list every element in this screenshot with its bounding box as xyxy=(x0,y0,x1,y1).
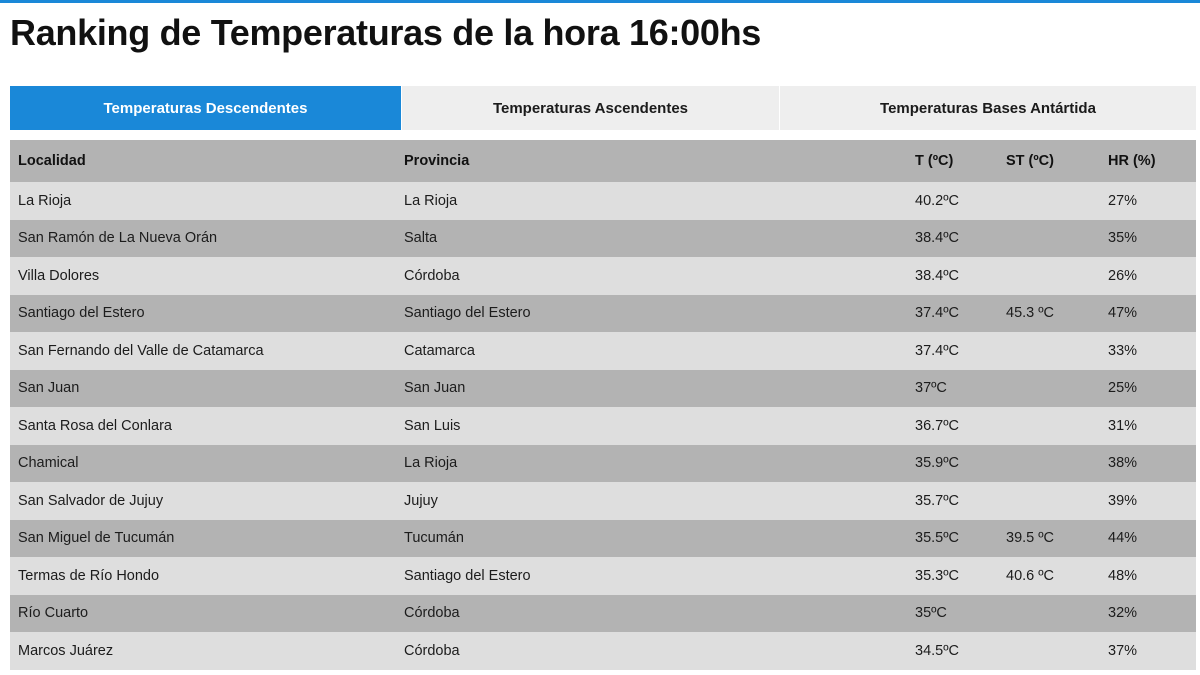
cell-provincia: Córdoba xyxy=(404,605,460,622)
table-row xyxy=(10,557,1196,595)
cell-temperatura: 38.4ºC xyxy=(915,230,959,247)
cell-humedad: 31% xyxy=(1108,417,1138,434)
cell-sensacion-termica: 45.3 ºC xyxy=(1006,305,1055,322)
header-localidad: Localidad xyxy=(18,153,86,169)
header-sensacion-termica: ST (ºC) xyxy=(1006,153,1054,169)
cell-temperatura: 35.7ºC xyxy=(915,492,959,509)
cell-sensacion-termica: 40.6 ºC xyxy=(1006,567,1055,584)
cell-localidad: Chamical xyxy=(18,455,79,472)
cell-provincia: Córdoba xyxy=(404,642,460,659)
cell-humedad: 37% xyxy=(1108,642,1138,659)
temperature-table xyxy=(10,140,1196,670)
cell-temperatura: 37ºC xyxy=(915,380,947,397)
cell-temperatura: 35.9ºC xyxy=(915,455,959,472)
cell-temperatura: 36.7ºC xyxy=(915,417,959,434)
cell-provincia: Córdoba xyxy=(404,267,460,284)
cell-localidad: Termas de Río Hondo xyxy=(18,567,160,584)
cell-localidad: San Salvador de Jujuy xyxy=(18,492,164,509)
table-row xyxy=(10,257,1196,295)
table-body xyxy=(10,182,1196,670)
table-row xyxy=(10,295,1196,333)
cell-humedad: 25% xyxy=(1108,380,1138,397)
table-row xyxy=(10,445,1196,483)
table-row xyxy=(10,370,1196,408)
cell-humedad: 38% xyxy=(1108,455,1138,472)
table-row xyxy=(10,632,1196,670)
cell-temperatura: 37.4ºC xyxy=(915,305,959,322)
page-title: Ranking de Temperaturas de la hora 16:00hs xyxy=(10,12,761,53)
cell-localidad: La Rioja xyxy=(18,192,72,209)
table-row xyxy=(10,332,1196,370)
table-row xyxy=(10,182,1196,220)
cell-localidad: Villa Dolores xyxy=(18,267,100,284)
cell-provincia: Tucumán xyxy=(404,530,464,547)
header-provincia: Provincia xyxy=(404,153,470,169)
cell-localidad: Santa Rosa del Conlara xyxy=(18,417,172,434)
cell-temperatura: 37.4ºC xyxy=(915,342,959,359)
tab-temperaturas-descendentes[interactable]: Temperaturas Descendentes xyxy=(10,86,401,130)
table-header-row xyxy=(10,140,1196,182)
cell-humedad: 27% xyxy=(1108,192,1138,209)
cell-provincia: Salta xyxy=(404,230,438,247)
cell-humedad: 32% xyxy=(1108,605,1138,622)
table-row xyxy=(10,482,1196,520)
cell-localidad: San Miguel de Tucumán xyxy=(18,530,175,547)
cell-provincia: San Luis xyxy=(404,417,461,434)
cell-localidad: Santiago del Estero xyxy=(18,305,145,322)
header-temperatura: T (ºC) xyxy=(915,153,954,169)
cell-provincia: Santiago del Estero xyxy=(404,305,531,322)
header-humedad: HR (%) xyxy=(1108,153,1156,169)
cell-temperatura: 35.5ºC xyxy=(915,530,959,547)
cell-provincia: La Rioja xyxy=(404,192,458,209)
cell-humedad: 33% xyxy=(1108,342,1138,359)
cell-humedad: 48% xyxy=(1108,567,1138,584)
cell-localidad: Marcos Juárez xyxy=(18,642,114,659)
cell-provincia: Santiago del Estero xyxy=(404,567,531,584)
table-row xyxy=(10,220,1196,258)
tab-temperaturas-bases-antartida[interactable]: Temperaturas Bases Antártida xyxy=(780,86,1196,130)
cell-humedad: 35% xyxy=(1108,230,1138,247)
cell-localidad: Río Cuarto xyxy=(18,605,89,622)
cell-localidad: San Ramón de La Nueva Orán xyxy=(18,230,218,247)
cell-provincia: Jujuy xyxy=(404,492,438,509)
cell-humedad: 39% xyxy=(1108,492,1138,509)
cell-temperatura: 38.4ºC xyxy=(915,267,959,284)
cell-temperatura: 40.2ºC xyxy=(915,192,959,209)
table-row xyxy=(10,520,1196,558)
cell-temperatura: 34.5ºC xyxy=(915,642,959,659)
table-row xyxy=(10,407,1196,445)
cell-provincia: San Juan xyxy=(404,380,466,397)
cell-provincia: Catamarca xyxy=(404,342,475,359)
cell-humedad: 47% xyxy=(1108,305,1138,322)
cell-temperatura: 35ºC xyxy=(915,605,947,622)
cell-humedad: 44% xyxy=(1108,530,1138,547)
cell-sensacion-termica: 39.5 ºC xyxy=(1006,530,1055,547)
tab-temperaturas-ascendentes[interactable]: Temperaturas Ascendentes xyxy=(402,86,779,130)
table-row xyxy=(10,595,1196,633)
cell-localidad: San Fernando del Valle de Catamarca xyxy=(18,342,264,359)
cell-humedad: 26% xyxy=(1108,267,1138,284)
cell-temperatura: 35.3ºC xyxy=(915,567,959,584)
cell-provincia: La Rioja xyxy=(404,455,458,472)
tab-bar xyxy=(10,86,1196,130)
cell-localidad: San Juan xyxy=(18,380,80,397)
